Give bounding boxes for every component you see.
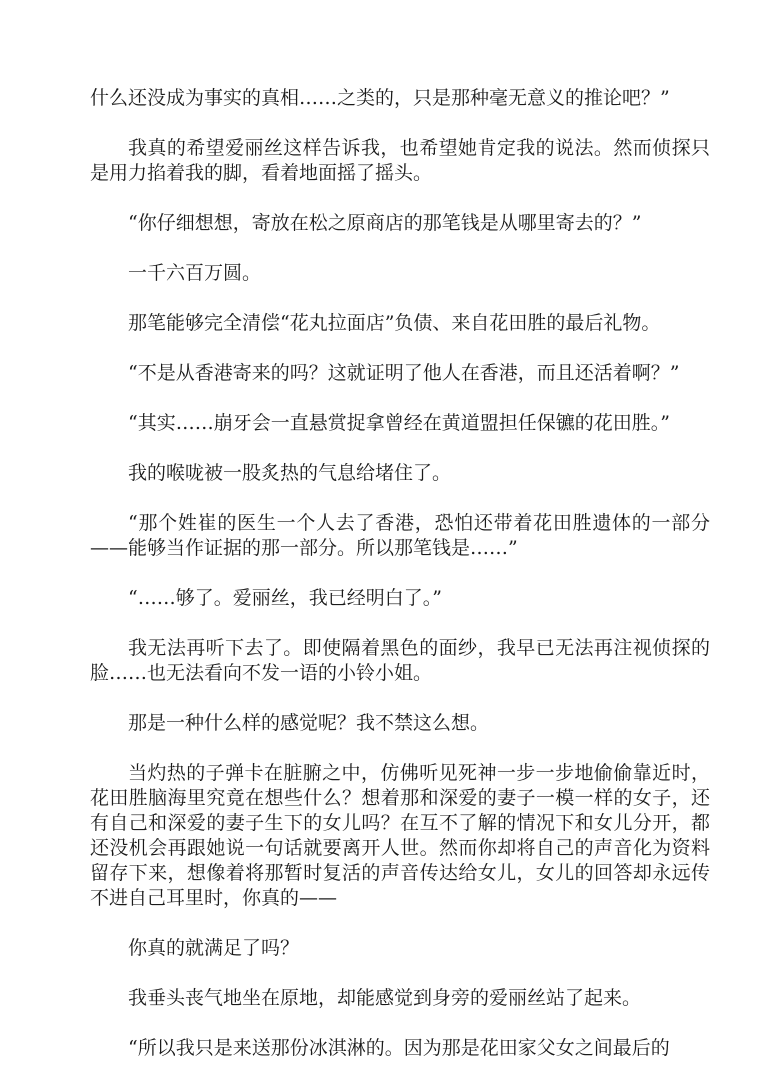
paragraph-8: 我的喉咙被一股炙热的气息给堵住了。 [128, 462, 452, 484]
paragraph-10: “……够了。爱丽丝，我已经明白了。” [128, 587, 442, 609]
paragraph-2: 我真的希望爱丽丝这样告诉我，也希望她肯定我的说法。然而侦探只是用力掐着我的脚，看着地面摇了摇头。 [90, 137, 710, 184]
body-text [90, 86, 710, 1086]
paragraph-12: 那是一种什么样的感觉呢？我不禁这么想。 [128, 712, 490, 734]
paragraph-4: 一千六百万圆。 [128, 262, 262, 284]
paragraph-16: “所以我只是来送那份冰淇淋的。因为那是花田家父女之间最后的 [128, 1037, 670, 1059]
paragraph-5: 那笔能够完全清偿“花丸拉面店”负债、来自花田胜的最后礼物。 [128, 312, 661, 334]
paragraph-1: 什么还没成为事实的真相……之类的，只是那种毫无意义的推论吧？” [90, 87, 670, 109]
paragraph-14: 你真的就满足了吗？ [128, 937, 300, 959]
paragraph-6: “不是从香港寄来的吗？这就证明了他人在香港，而且还活着啊？” [128, 362, 680, 384]
paragraph-9: “那个姓崔的医生一个人去了香港，恐怕还带着花田胜遗体的一部分——能够当作证据的那一部分。所以那笔钱是……” [90, 512, 710, 559]
paragraph-7: “其实……崩牙会一直悬赏捉拿曾经在黄道盟担任保镳的花田胜。” [128, 412, 670, 434]
paragraph-3: “你仔细想想，寄放在松之原商店的那笔钱是从哪里寄去的？” [128, 212, 642, 234]
paragraph-11: 我无法再听下去了。即使隔着黑色的面纱，我早已无法再注视侦探的脸……也无法看向不发一语的小铃小姐。 [90, 637, 710, 684]
paragraph-13: 当灼热的子弹卡在脏腑之中，仿佛听见死神一步一步地偷偷靠近时，花田胜脑海里究竟在想些什么？想着那和深爱的妻子一模一样的女子，还有自己和深爱的妻子生下的女儿吗？在互不了解的情况下和女儿分开，都还没机会再跟她说一句话就要离开人世。然而你却将自己的声音化为资料留存下来，想像着将那暂时复活的声音传达给女儿，女儿的回答却永远传不进自己耳里时，你真的—— [90, 762, 710, 909]
paragraph-15: 我垂头丧气地坐在原地，却能感觉到身旁的爱丽丝站了起来。 [128, 987, 642, 1009]
